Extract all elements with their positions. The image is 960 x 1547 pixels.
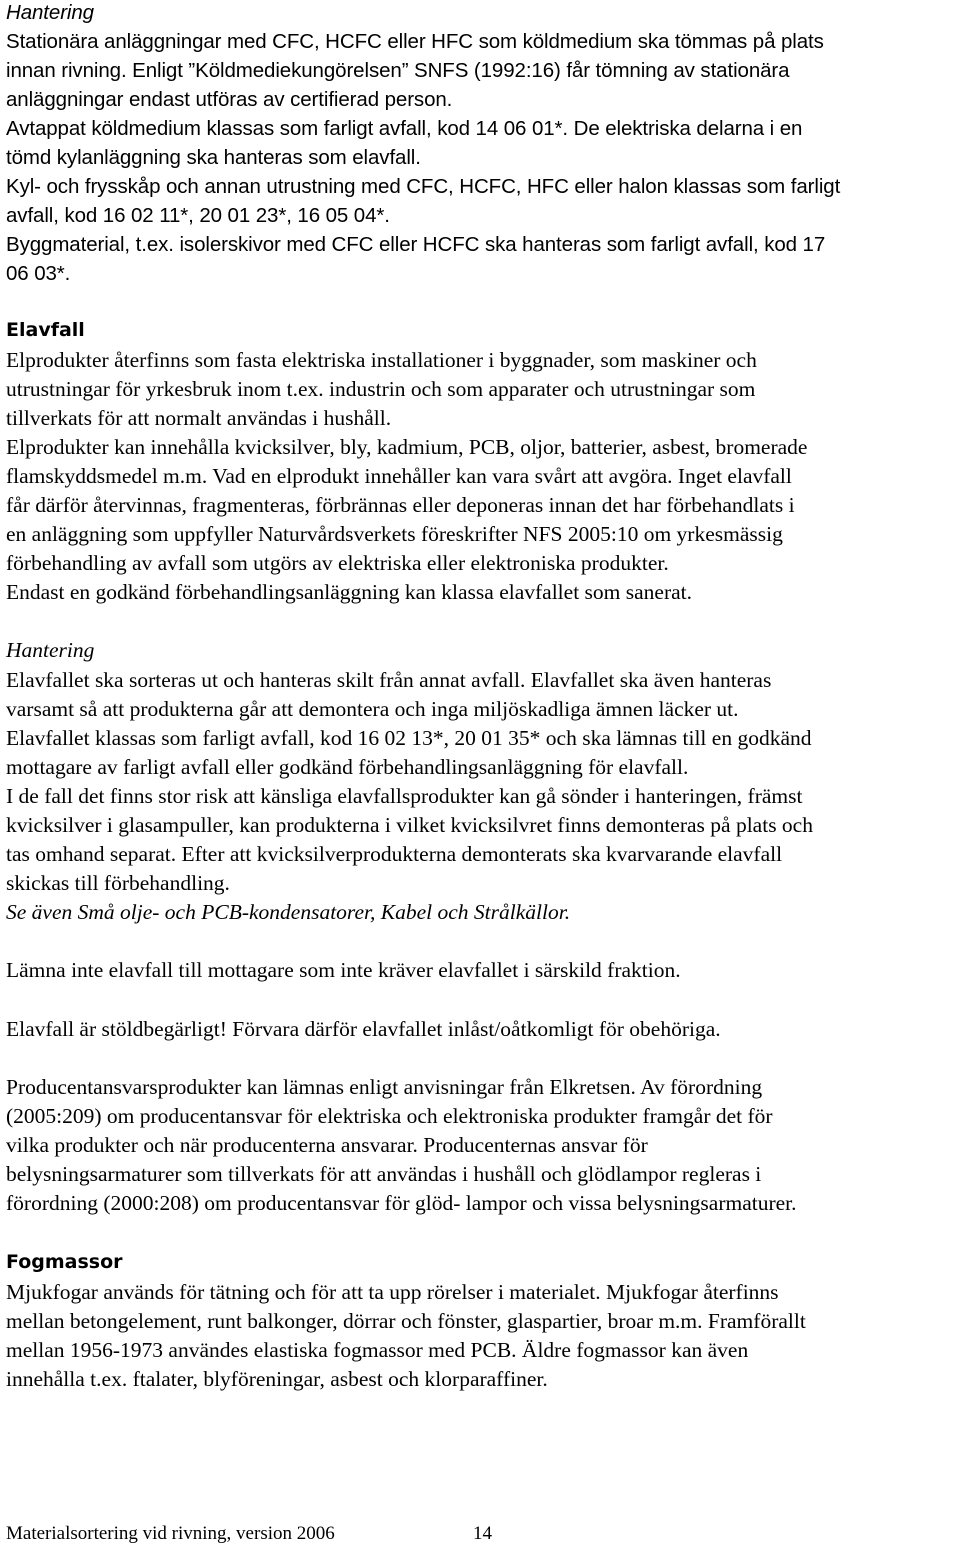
body-line: innan rivning. Enligt ”Köldmediekungörelsen” SNFS (1992:16) får tömning av stationära bbox=[6, 59, 790, 82]
body-line: varsamt så att produkterna går att demontera och inga miljöskadliga ämnen läcker ut. bbox=[6, 697, 739, 721]
body-line: 06 03*. bbox=[6, 262, 71, 285]
section-heading: Fogmassor bbox=[6, 1251, 123, 1273]
body-line: tömd kylanläggning ska hanteras som elavfall. bbox=[6, 146, 421, 169]
body-line: anläggningar endast utföras av certifierad person. bbox=[6, 88, 453, 111]
body-line: Elprodukter kan innehålla kvicksilver, bly, kadmium, PCB, oljor, batterier, asbest, bromerade bbox=[6, 435, 808, 459]
body-line: får därför återvinnas, fragmenteras, förbrännas eller deponeras innan det har förbehandlats i bbox=[6, 493, 795, 517]
notice-line: Elavfall är stöldbegärligt! Förvara därför elavfallet inlåst/oåtkomligt för obehöriga. bbox=[6, 1017, 721, 1041]
body-line: (2005:209) om producentansvar för elektriska och elektroniska produkter framgår det för bbox=[6, 1104, 773, 1128]
footer-title: Materialsortering vid rivning, version 2006 bbox=[6, 1523, 335, 1544]
body-line: förbehandling av avfall som utgörs av elektriska eller elektroniska produkter. bbox=[6, 551, 669, 575]
body-line: Elavfallet ska sorteras ut och hanteras skilt från annat avfall. Elavfallet ska även hanteras bbox=[6, 668, 772, 692]
body-line: I de fall det finns stor risk att känsliga elavfallsprodukter kan gå sönder i hanteringen, främst bbox=[6, 784, 803, 808]
body-line: Byggmaterial, t.ex. isolerskivor med CFC eller HCFC ska hanteras som farligt avfall, kod 17 bbox=[6, 233, 826, 256]
section-heading: Hantering bbox=[6, 1, 94, 24]
body-line: en anläggning som uppfyller Naturvårdsverkets föreskrifter NFS 2005:10 om yrkesmässig bbox=[6, 522, 783, 546]
body-line: Producentansvarsprodukter kan lämnas enligt anvisningar från Elkretsen. Av förordning bbox=[6, 1075, 763, 1099]
body-line: flamskyddsmedel m.m. Vad en elprodukt innehåller kan vara svårt att avgöra. Inget elavfall bbox=[6, 464, 792, 488]
body-line: mottagare av farligt avfall eller godkänd förbehandlingsanläggning för elavfall. bbox=[6, 755, 689, 779]
body-line: Elprodukter återfinns som fasta elektriska installationer i byggnader, som maskiner och bbox=[6, 348, 757, 372]
section-heading: Elavfall bbox=[6, 319, 85, 341]
body-line: Elavfallet klassas som farligt avfall, kod 16 02 13*, 20 01 35* och ska lämnas till en godkänd bbox=[6, 726, 812, 750]
notice-line: Lämna inte elavfall till mottagare som inte kräver elavfallet i särskild fraktion. bbox=[6, 958, 681, 982]
body-line: tillverkats för att normalt användas i hushåll. bbox=[6, 406, 392, 430]
body-line: Endast en godkänd förbehandlingsanläggning kan klassa elavfallet som sanerat. bbox=[6, 580, 693, 604]
body-line: avfall, kod 16 02 11*, 20 01 23*, 16 05 04*. bbox=[6, 204, 390, 227]
body-line: Mjukfogar används för tätning och för att ta upp rörelser i materialet. Mjukfogar återfinns bbox=[6, 1280, 779, 1304]
body-line: förordning (2000:208) om producentansvar för glöd- lampor och vissa belysningsarmaturer. bbox=[6, 1191, 797, 1215]
body-line: skickas till förbehandling. bbox=[6, 871, 230, 895]
section-heading: Hantering bbox=[6, 638, 95, 662]
body-line: vilka produkter och när producenterna ansvarar. Producenternas ansvar för bbox=[6, 1133, 648, 1157]
body-line: belysningsarmaturer som tillverkats för att användas i hushåll och glödlampor regleras i bbox=[6, 1162, 762, 1186]
body-line: innehålla t.ex. ftalater, blyföreningar, asbest och klorparaffiner. bbox=[6, 1367, 548, 1391]
body-line: Stationära anläggningar med CFC, HCFC eller HFC som köldmedium ska tömmas på plats bbox=[6, 30, 824, 53]
body-line: Avtappat köldmedium klassas som farligt avfall, kod 14 06 01*. De elektriska delarna i en bbox=[6, 117, 803, 140]
page-number: 14 bbox=[473, 1523, 492, 1544]
see-also-note: Se även Små olje- och PCB-kondensatorer, Kabel och Strålkällor. bbox=[6, 900, 571, 924]
body-line: tas omhand separat. Efter att kvicksilverprodukterna demonterats ska kvarvarande elavfall bbox=[6, 842, 783, 866]
body-line: kvicksilver i glasampuller, kan produkterna i vilket kvicksilvret finns demonteras på plats och bbox=[6, 813, 813, 837]
body-line: mellan 1956-1973 användes elastiska fogmassor med PCB. Äldre fogmassor kan även bbox=[6, 1338, 749, 1362]
body-line: utrustningar för yrkesbruk inom t.ex. industrin och som apparater och utrustningar som bbox=[6, 377, 756, 401]
body-line: Kyl- och frysskåp och annan utrustning med CFC, HCFC, HFC eller halon klassas som farligt bbox=[6, 175, 841, 198]
body-line: mellan betongelement, runt balkonger, dörrar och fönster, glaspartier, broar m.m. Framförallt bbox=[6, 1309, 806, 1333]
